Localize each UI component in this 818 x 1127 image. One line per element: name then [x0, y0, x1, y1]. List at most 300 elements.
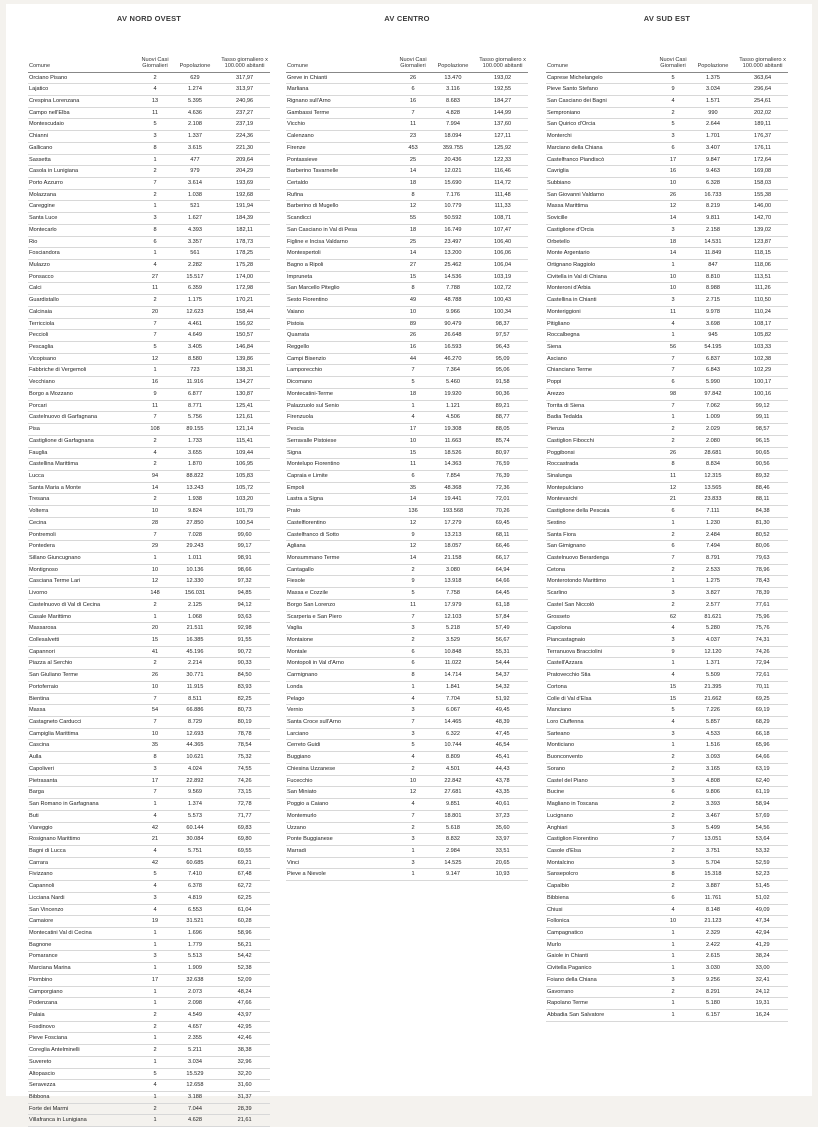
table-row — [546, 330, 788, 342]
table-row — [546, 306, 788, 318]
cell-tasso: 105,83 — [219, 470, 270, 482]
table-row — [28, 470, 270, 482]
table-row — [286, 588, 528, 600]
cell-comune: Murlo — [546, 939, 657, 951]
cell-nuovi-casi: 4 — [139, 845, 170, 857]
cell-nuovi-casi: 453 — [397, 142, 428, 154]
cell-tasso: 224,36 — [219, 131, 270, 143]
cell-tasso: 47,34 — [737, 916, 788, 928]
cell-tasso: 103,33 — [737, 342, 788, 354]
table-row — [286, 822, 528, 834]
table-row — [28, 213, 270, 225]
cell-popolazione: 23.497 — [429, 236, 477, 248]
cell-tasso: 43,78 — [477, 775, 528, 787]
cell-tasso: 56,21 — [219, 939, 270, 951]
cell-nuovi-casi: 1 — [657, 330, 688, 342]
cell-comune: Ponsacco — [28, 271, 139, 283]
table-row — [286, 447, 528, 459]
cell-tasso: 48,39 — [477, 717, 528, 729]
table-row — [286, 717, 528, 729]
cell-popolazione: 8.832 — [429, 834, 477, 846]
cell-nuovi-casi: 2 — [657, 810, 688, 822]
cell-tasso: 54,37 — [477, 670, 528, 682]
cell-nuovi-casi: 7 — [397, 611, 428, 623]
table-row — [28, 681, 270, 693]
cell-tasso: 108,17 — [737, 318, 788, 330]
cell-comune: Monteroni d'Arbia — [546, 283, 657, 295]
cell-popolazione: 2.073 — [171, 986, 219, 998]
cell-comune: Tresana — [28, 494, 139, 506]
cell-nuovi-casi: 7 — [139, 318, 170, 330]
cell-nuovi-casi: 2 — [139, 599, 170, 611]
cell-nuovi-casi: 1 — [657, 939, 688, 951]
cell-comune: Calenzano — [286, 131, 397, 143]
table-row — [28, 951, 270, 963]
cell-tasso: 113,51 — [737, 271, 788, 283]
cell-comune: Guardistallo — [28, 295, 139, 307]
cell-popolazione: 990 — [689, 107, 737, 119]
cell-nuovi-casi: 3 — [657, 224, 688, 236]
cell-tasso: 20,65 — [477, 857, 528, 869]
table-row — [546, 154, 788, 166]
table-row — [546, 705, 788, 717]
cell-nuovi-casi: 94 — [139, 470, 170, 482]
table-row — [286, 611, 528, 623]
cell-nuovi-casi: 1 — [139, 939, 170, 951]
cell-comune: Orbetello — [546, 236, 657, 248]
table-row — [28, 447, 270, 459]
cell-nuovi-casi: 1 — [139, 1056, 170, 1068]
cell-nuovi-casi: 2 — [139, 189, 170, 201]
cell-popolazione: 22.842 — [429, 775, 477, 787]
cell-popolazione: 16.385 — [171, 635, 219, 647]
cell-tasso: 35,60 — [477, 822, 528, 834]
cell-nuovi-casi: 5 — [397, 377, 428, 389]
cell-comune: Poggibonsi — [546, 447, 657, 459]
cell-tasso: 209,64 — [219, 154, 270, 166]
cell-nuovi-casi: 3 — [139, 951, 170, 963]
cell-popolazione: 4.024 — [171, 763, 219, 775]
cell-tasso: 90,56 — [737, 459, 788, 471]
cell-nuovi-casi: 12 — [397, 517, 428, 529]
cell-tasso: 91,58 — [477, 377, 528, 389]
cell-tasso: 32,41 — [737, 974, 788, 986]
cell-nuovi-casi: 12 — [657, 201, 688, 213]
table-row — [28, 1103, 270, 1115]
cell-comune: Sestino — [546, 517, 657, 529]
cell-nuovi-casi: 2 — [657, 763, 688, 775]
cell-popolazione: 2.533 — [689, 564, 737, 576]
cell-popolazione: 44.365 — [171, 740, 219, 752]
cell-popolazione: 4.649 — [171, 330, 219, 342]
cell-tasso: 76,59 — [477, 459, 528, 471]
cell-comune: Chiesina Uzzanese — [286, 763, 397, 775]
cell-tasso: 88,77 — [477, 412, 528, 424]
cell-tasso: 138,31 — [219, 365, 270, 377]
cell-tasso: 99,12 — [737, 400, 788, 412]
cell-nuovi-casi: 3 — [397, 728, 428, 740]
cell-nuovi-casi: 4 — [139, 84, 170, 96]
cell-tasso: 78,78 — [219, 728, 270, 740]
table-row — [546, 142, 788, 154]
cell-popolazione: 5.280 — [689, 623, 737, 635]
cell-nuovi-casi: 1 — [139, 611, 170, 623]
cell-popolazione: 7.226 — [689, 705, 737, 717]
cell-comune: Piancastagnaio — [546, 635, 657, 647]
cell-comune: Orciano Pisano — [28, 72, 139, 84]
column-header-nuovi-casi: Nuovi Casi Giornalieri — [139, 26, 170, 72]
table-row — [28, 611, 270, 623]
cell-nuovi-casi: 4 — [657, 717, 688, 729]
cell-comune: Vaglia — [286, 623, 397, 635]
cell-nuovi-casi: 4 — [139, 904, 170, 916]
cell-popolazione: 13.470 — [429, 72, 477, 84]
cell-popolazione: 21.662 — [689, 693, 737, 705]
cell-comune: Castelfiorentino — [286, 517, 397, 529]
cell-tasso: 110,24 — [737, 306, 788, 318]
cell-popolazione: 15.529 — [171, 1068, 219, 1080]
cell-nuovi-casi: 5 — [657, 705, 688, 717]
table-row — [546, 658, 788, 670]
cell-nuovi-casi: 2 — [397, 635, 428, 647]
cell-nuovi-casi: 3 — [139, 763, 170, 775]
cell-comune: Aulla — [28, 752, 139, 764]
cell-comune: Santa Croce sull'Arno — [286, 717, 397, 729]
cell-tasso: 192,55 — [477, 84, 528, 96]
table-row — [546, 717, 788, 729]
cell-nuovi-casi: 20 — [139, 623, 170, 635]
cell-nuovi-casi: 2 — [657, 564, 688, 576]
cell-tasso: 134,27 — [219, 377, 270, 389]
cell-nuovi-casi: 5 — [139, 1068, 170, 1080]
cell-tasso: 64,45 — [477, 588, 528, 600]
cell-tasso: 94,12 — [219, 599, 270, 611]
cell-nuovi-casi: 7 — [657, 400, 688, 412]
cell-nuovi-casi: 3 — [139, 213, 170, 225]
cell-nuovi-casi: 11 — [657, 470, 688, 482]
table-row — [546, 201, 788, 213]
cell-nuovi-casi: 26 — [397, 330, 428, 342]
cell-popolazione: 1.571 — [689, 95, 737, 107]
cell-nuovi-casi: 26 — [397, 72, 428, 84]
cell-tasso: 125,41 — [219, 400, 270, 412]
cell-comune: Montemurlo — [286, 810, 397, 822]
cell-tasso: 45,41 — [477, 752, 528, 764]
table-row — [286, 283, 528, 295]
table-row — [286, 775, 528, 787]
cell-comune: Uzzano — [286, 822, 397, 834]
table-row — [28, 576, 270, 588]
cell-comune: Castiglione di Garfagnana — [28, 435, 139, 447]
cell-popolazione: 14.363 — [429, 459, 477, 471]
cell-comune: Lucca — [28, 470, 139, 482]
table-row — [546, 318, 788, 330]
cell-popolazione: 17.979 — [429, 599, 477, 611]
cell-popolazione: 12.315 — [689, 470, 737, 482]
cell-comune: Impruneta — [286, 271, 397, 283]
cell-comune: Bagnone — [28, 939, 139, 951]
cell-tasso: 103,20 — [219, 494, 270, 506]
cell-tasso: 69,80 — [219, 834, 270, 846]
cell-popolazione: 2.644 — [689, 119, 737, 131]
cell-popolazione: 30.084 — [171, 834, 219, 846]
cell-comune: Castiglione della Pescaia — [546, 506, 657, 518]
cell-comune: Cantagallo — [286, 564, 397, 576]
cell-comune: Roccastrada — [546, 459, 657, 471]
cell-nuovi-casi: 10 — [397, 775, 428, 787]
cell-tasso: 90,36 — [477, 388, 528, 400]
cell-comune: Serravalle Pistoiese — [286, 435, 397, 447]
column-header-popolazione: Popolazione — [429, 26, 477, 72]
cell-nuovi-casi: 7 — [139, 177, 170, 189]
table-row — [286, 482, 528, 494]
table-row — [28, 459, 270, 471]
cell-nuovi-casi: 6 — [139, 236, 170, 248]
cell-comune: Borgo San Lorenzo — [286, 599, 397, 611]
cell-nuovi-casi: 2 — [139, 295, 170, 307]
cell-tasso: 193,69 — [219, 177, 270, 189]
cell-tasso: 72,78 — [219, 799, 270, 811]
cell-comune: Montevarchi — [546, 494, 657, 506]
cell-popolazione: 5.395 — [171, 95, 219, 107]
cell-popolazione: 13.051 — [689, 834, 737, 846]
cell-tasso: 82,25 — [219, 693, 270, 705]
cell-popolazione: 1.870 — [171, 459, 219, 471]
cell-tasso: 102,38 — [737, 353, 788, 365]
cell-comune: Greve in Chianti — [286, 72, 397, 84]
cell-comune: Figline e Incisa Valdarno — [286, 236, 397, 248]
cell-comune: Vaiano — [286, 306, 397, 318]
cell-popolazione: 9.256 — [689, 974, 737, 986]
table-row — [546, 670, 788, 682]
cell-tasso: 58,94 — [737, 799, 788, 811]
cell-tasso: 106,04 — [477, 260, 528, 272]
table-row — [286, 787, 528, 799]
cell-tasso: 58,96 — [219, 927, 270, 939]
cell-nuovi-casi: 1 — [139, 1033, 170, 1045]
cell-nuovi-casi: 4 — [397, 799, 428, 811]
cell-nuovi-casi: 1 — [657, 576, 688, 588]
table-row — [546, 763, 788, 775]
cell-comune: Carmignano — [286, 670, 397, 682]
cell-comune: Chianciano Terme — [546, 365, 657, 377]
cell-comune: Montale — [286, 646, 397, 658]
cell-nuovi-casi: 25 — [397, 154, 428, 166]
cell-tasso: 64,94 — [477, 564, 528, 576]
cell-tasso: 55,31 — [477, 646, 528, 658]
cell-tasso: 102,29 — [737, 365, 788, 377]
table-row — [546, 295, 788, 307]
table-row — [28, 717, 270, 729]
cell-tasso: 169,08 — [737, 166, 788, 178]
cell-popolazione: 2.355 — [171, 1033, 219, 1045]
cell-nuovi-casi: 27 — [139, 271, 170, 283]
cell-popolazione: 6.378 — [171, 881, 219, 893]
cell-tasso: 99,17 — [219, 541, 270, 553]
cell-nuovi-casi: 17 — [397, 424, 428, 436]
cell-popolazione: 50.592 — [429, 213, 477, 225]
cell-popolazione: 21.395 — [689, 681, 737, 693]
cell-nuovi-casi: 7 — [657, 834, 688, 846]
cell-comune: Careggine — [28, 201, 139, 213]
table-row — [546, 939, 788, 951]
cell-popolazione: 3.529 — [429, 635, 477, 647]
cell-comune: Piombino — [28, 974, 139, 986]
cell-comune: Monteriggioni — [546, 306, 657, 318]
cell-nuovi-casi: 5 — [657, 72, 688, 84]
table-row — [286, 459, 528, 471]
cell-nuovi-casi: 10 — [657, 177, 688, 189]
table-row — [28, 728, 270, 740]
table-row — [546, 377, 788, 389]
cell-tasso: 32,96 — [219, 1056, 270, 1068]
cell-nuovi-casi: 136 — [397, 506, 428, 518]
cell-nuovi-casi: 1 — [397, 869, 428, 881]
table-row — [286, 494, 528, 506]
cell-comune: Pelago — [286, 693, 397, 705]
table-row — [546, 72, 788, 84]
cell-tasso: 68,11 — [477, 529, 528, 541]
cell-nuovi-casi: 2 — [139, 459, 170, 471]
cell-nuovi-casi: 12 — [397, 787, 428, 799]
cell-popolazione: 5.704 — [689, 857, 737, 869]
cell-nuovi-casi: 44 — [397, 353, 428, 365]
cell-popolazione: 6.157 — [689, 1010, 737, 1022]
cell-nuovi-casi: 8 — [139, 224, 170, 236]
table-row — [28, 857, 270, 869]
table-row — [286, 260, 528, 272]
cell-popolazione: 3.827 — [689, 588, 737, 600]
table-row — [28, 974, 270, 986]
cell-tasso: 53,64 — [737, 834, 788, 846]
cell-tasso: 75,76 — [737, 623, 788, 635]
cell-popolazione: 13.243 — [171, 482, 219, 494]
cell-comune: Viareggio — [28, 822, 139, 834]
cell-tasso: 84,38 — [737, 506, 788, 518]
cell-comune: Castel San Niccolò — [546, 599, 657, 611]
cell-comune: Larciano — [286, 728, 397, 740]
cell-tasso: 31,37 — [219, 1092, 270, 1104]
cell-nuovi-casi: 1 — [139, 248, 170, 260]
table-row — [28, 517, 270, 529]
cell-nuovi-casi: 3 — [397, 705, 428, 717]
cell-nuovi-casi: 3 — [657, 295, 688, 307]
table-row — [28, 799, 270, 811]
cell-tasso: 99,60 — [219, 529, 270, 541]
cell-tasso: 106,40 — [477, 236, 528, 248]
cell-comune: Capoliveri — [28, 763, 139, 775]
table-row — [286, 142, 528, 154]
cell-nuovi-casi: 8 — [657, 459, 688, 471]
table-row — [286, 728, 528, 740]
cell-popolazione: 14.465 — [429, 717, 477, 729]
column-header-comune: Comune — [286, 26, 397, 72]
cell-comune: Vicopisano — [28, 353, 139, 365]
cell-tasso: 96,43 — [477, 342, 528, 354]
table-row — [546, 131, 788, 143]
cell-comune: Monte Argentario — [546, 248, 657, 260]
table-row — [286, 330, 528, 342]
cell-comune: Terranuova Bracciolini — [546, 646, 657, 658]
cell-popolazione: 27.681 — [429, 787, 477, 799]
cell-nuovi-casi: 2 — [657, 424, 688, 436]
cell-comune: Casola in Lunigiana — [28, 166, 139, 178]
cell-tasso: 78,96 — [737, 564, 788, 576]
cell-popolazione: 15.517 — [171, 271, 219, 283]
cell-comune: Pontedera — [28, 541, 139, 553]
cell-comune: Asciano — [546, 353, 657, 365]
cell-popolazione: 17.279 — [429, 517, 477, 529]
table-row — [546, 400, 788, 412]
cell-nuovi-casi: 6 — [397, 646, 428, 658]
cell-popolazione: 11.849 — [689, 248, 737, 260]
cell-tasso: 111,26 — [737, 283, 788, 295]
cell-tasso: 43,97 — [219, 1010, 270, 1022]
cell-comune: Signa — [286, 447, 397, 459]
cell-comune: Fauglia — [28, 447, 139, 459]
cell-comune: Capolona — [546, 623, 657, 635]
table-row — [286, 388, 528, 400]
table-row — [286, 869, 528, 881]
cell-comune: Subbiano — [546, 177, 657, 189]
cell-tasso: 156,92 — [219, 318, 270, 330]
cell-comune: San Casciano in Val di Pesa — [286, 224, 397, 236]
table-row — [546, 470, 788, 482]
table-row — [28, 564, 270, 576]
cell-tasso: 98,91 — [219, 552, 270, 564]
table-row — [28, 529, 270, 541]
cell-comune: Massa e Cozzile — [286, 588, 397, 600]
header-row — [28, 26, 270, 72]
table-row — [28, 588, 270, 600]
table-row — [286, 72, 528, 84]
cell-popolazione: 16.749 — [429, 224, 477, 236]
table-row — [546, 869, 788, 881]
cell-comune: Magliano in Toscana — [546, 799, 657, 811]
cell-nuovi-casi: 4 — [397, 412, 428, 424]
cell-tasso: 32,20 — [219, 1068, 270, 1080]
table-row — [546, 787, 788, 799]
cell-popolazione: 9.806 — [689, 787, 737, 799]
cell-nuovi-casi: 6 — [397, 84, 428, 96]
cell-tasso: 100,17 — [737, 377, 788, 389]
cell-popolazione: 14.536 — [429, 271, 477, 283]
table-row — [286, 670, 528, 682]
cell-comune: Empoli — [286, 482, 397, 494]
cell-tasso: 69,21 — [219, 857, 270, 869]
cell-popolazione: 6.843 — [689, 365, 737, 377]
cell-tasso: 62,40 — [737, 775, 788, 787]
table-row — [28, 1115, 270, 1127]
table-row — [546, 283, 788, 295]
cell-tasso: 72,94 — [737, 658, 788, 670]
section-title: AV SUD EST — [643, 14, 691, 23]
table-row — [286, 470, 528, 482]
table-row — [546, 752, 788, 764]
cell-tasso: 139,86 — [219, 353, 270, 365]
table-row — [286, 224, 528, 236]
section-av-nord-ovest — [28, 12, 270, 1127]
header-row — [286, 26, 528, 72]
table-row — [28, 283, 270, 295]
cell-popolazione: 14.714 — [429, 670, 477, 682]
cell-popolazione: 9.569 — [171, 787, 219, 799]
cell-nuovi-casi: 8 — [139, 142, 170, 154]
cell-tasso: 16,24 — [737, 1010, 788, 1022]
cell-nuovi-casi: 11 — [397, 599, 428, 611]
cell-nuovi-casi: 13 — [139, 95, 170, 107]
cell-nuovi-casi: 19 — [139, 916, 170, 928]
